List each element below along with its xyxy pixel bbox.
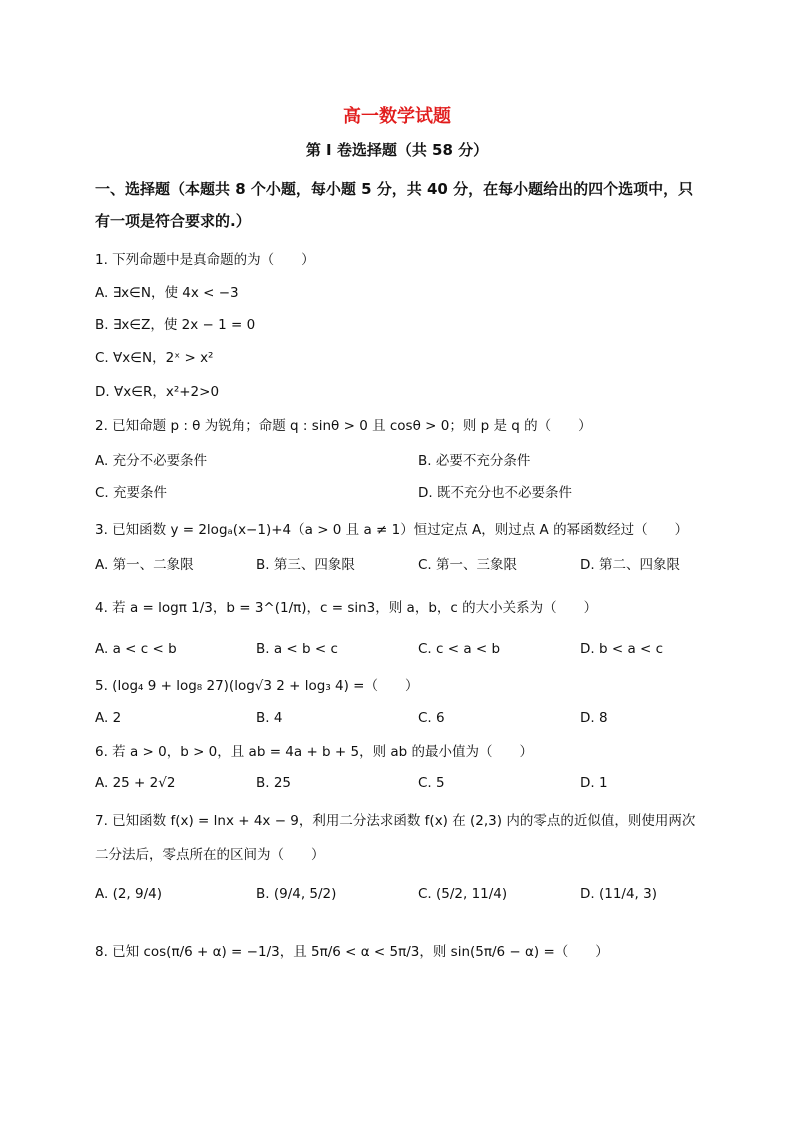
question-6-option-d: D. 1 <box>580 775 608 791</box>
question-2-stem: 2. 已知命题 p : θ 为锐角；命题 q : sinθ > 0 且 cosθ > 0；则 p 是 q 的（ ） <box>95 418 592 434</box>
section-heading-line2: 有一项是符合要求的.） <box>95 212 251 230</box>
question-2-option-b: B. 必要不充分条件 <box>418 453 531 469</box>
question-3-option-b: B. 第三、四象限 <box>256 557 355 573</box>
question-3-option-a: A. 第一、二象限 <box>95 557 194 573</box>
question-4-option-d: D. b < a < c <box>580 641 664 657</box>
question-4-option-c: C. c < a < b <box>418 641 501 657</box>
question-7-option-d: D. (11/4, 3) <box>580 886 657 902</box>
question-2-option-a: A. 充分不必要条件 <box>95 453 208 469</box>
page-title: 高一数学试题 <box>343 106 451 127</box>
question-7-option-a: A. (2, 9/4) <box>95 886 163 902</box>
question-2-option-d: D. 既不充分也不必要条件 <box>418 485 572 501</box>
part-heading: 第 I 卷选择题（共 58 分） <box>305 141 489 159</box>
question-6-option-a: A. 25 + 2√2 <box>95 775 176 791</box>
question-5-option-a: A. 2 <box>95 710 122 726</box>
question-7-option-c: C. (5/2, 11/4) <box>418 886 508 902</box>
question-4-stem: 4. 若 a = logπ 1/3，b = 3^(1/π)，c = sin3，则 a，b，c 的大小关系为（ ） <box>95 600 598 616</box>
question-1-option-b: B. ∃x∈Z，使 2x − 1 = 0 <box>95 317 256 333</box>
question-1-option-a: A. ∃x∈N，使 4x < −3 <box>95 285 239 301</box>
question-1-stem: 1. 下列命题中是真命题的为（ ） <box>95 252 315 268</box>
question-5-stem: 5. (log₄ 9 + log₈ 27)(log√3 2 + log₃ 4) =（ ） <box>95 678 419 694</box>
question-1-option-d: D. ∀x∈R，x²+2>0 <box>95 384 220 400</box>
question-7-stem-line2: 二分法后，零点所在的区间为（ ） <box>95 847 325 863</box>
question-4-option-a: A. a < c < b <box>95 641 177 657</box>
question-5-option-b: B. 4 <box>256 710 283 726</box>
question-7-option-b: B. (9/4, 5/2) <box>256 886 337 902</box>
question-4-option-b: B. a < b < c <box>256 641 338 657</box>
question-6-option-c: C. 5 <box>418 775 445 791</box>
question-6-stem: 6. 若 a > 0，b > 0，且 ab = 4a + b + 5，则 ab 的最小值为（ ） <box>95 744 534 760</box>
question-7-stem-line1: 7. 已知函数 f(x) = lnx + 4x − 9，利用二分法求函数 f(x) 在 (2,3) 内的零点的近似值，则使用两次 <box>95 813 696 829</box>
question-3-option-c: C. 第一、三象限 <box>418 557 518 573</box>
question-5-option-d: D. 8 <box>580 710 608 726</box>
question-3-stem: 3. 已知函数 y = 2logₐ(x−1)+4（a > 0 且 a ≠ 1）恒过定点 A，则过点 A 的幂函数经过（ ） <box>95 522 689 538</box>
question-5-option-c: C. 6 <box>418 710 445 726</box>
question-6-option-b: B. 25 <box>256 775 292 791</box>
question-3-option-d: D. 第二、四象限 <box>580 557 680 573</box>
question-8-stem: 8. 已知 cos(π/6 + α) = −1/3，且 5π/6 < α < 5π/3，则 sin(5π/6 − α) =（ ） <box>95 944 609 960</box>
section-heading-line1: 一、选择题（本题共 8 个小题，每小题 5 分，共 40 分，在每小题给出的四个选项中，只 <box>95 180 694 198</box>
question-1-option-c: C. ∀x∈N，2ˣ > x² <box>95 350 214 366</box>
question-2-option-c: C. 充要条件 <box>95 485 168 501</box>
